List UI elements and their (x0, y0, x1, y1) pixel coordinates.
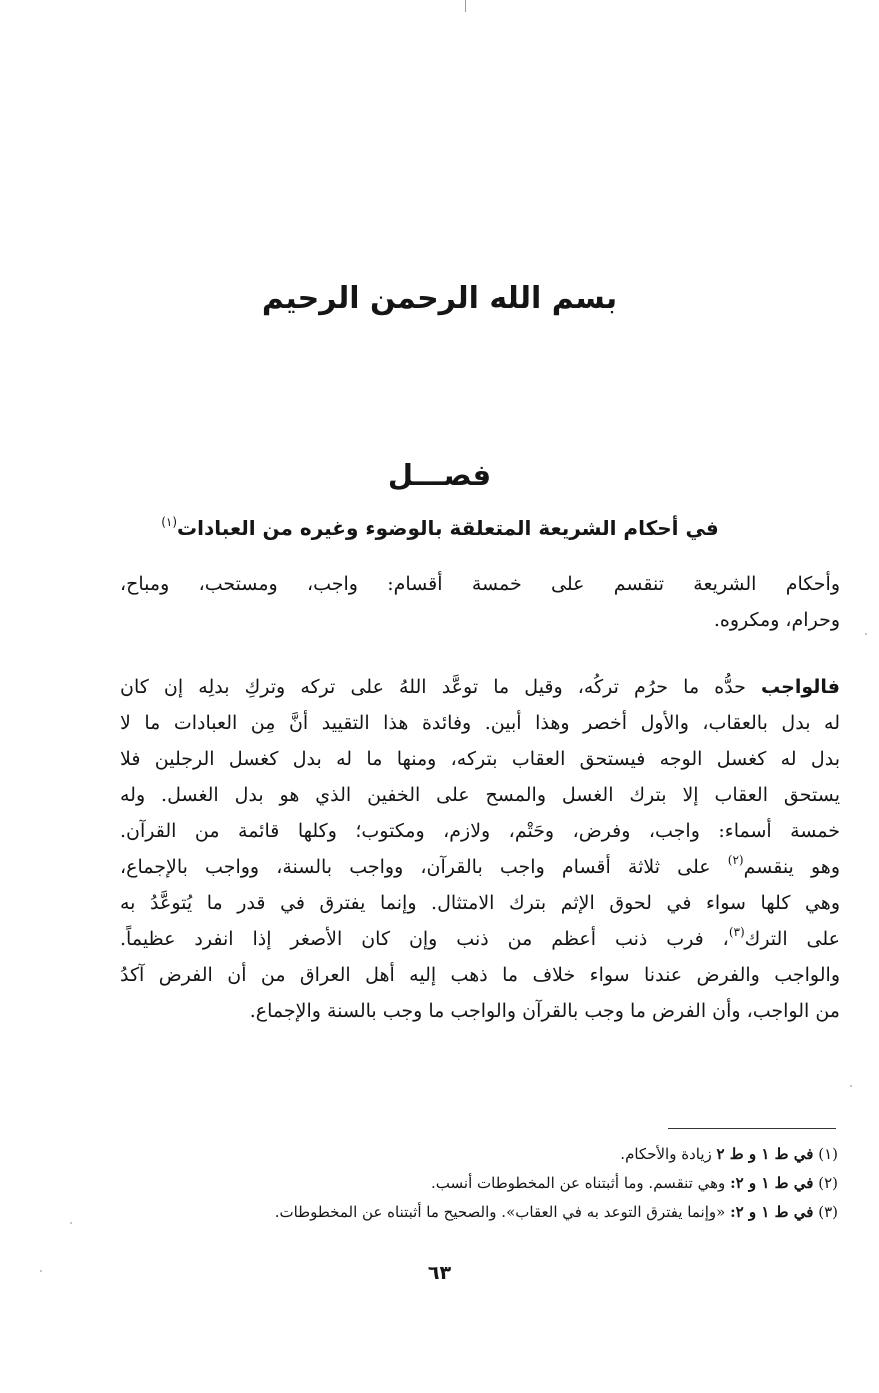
top-margin-tick (465, 0, 466, 12)
footnote-separator (668, 1128, 836, 1129)
scan-speck (40, 1270, 42, 1272)
paragraph-divisions (120, 566, 840, 638)
text-line (120, 669, 840, 705)
text-line: وحرام، ومكروه. (713, 609, 840, 631)
footnote-2 (120, 1169, 838, 1198)
scan-speck (70, 1222, 72, 1224)
text-line: يستحق العقاب إلا بترك الغسل والمسح على الخفين الذي هو بدل الغسل. وله (120, 784, 840, 806)
bold-term: فالواجب (761, 676, 840, 698)
footnote-ref-2: (٢) (727, 853, 744, 867)
footnote-source: في ط ١ و ٢: (730, 1203, 814, 1221)
footnote-ref-1: (١) (161, 515, 178, 529)
text-line: من الواجب، وأن الفرض ما وجب بالقرآن والواجب ما وجب بالسنة والإجماع. (249, 1000, 840, 1022)
text-segment: على الترك (744, 928, 840, 950)
section-title: فصـــل (387, 458, 492, 492)
section-subtitle (120, 508, 760, 551)
footnote-text: زيادة والأحكام. (620, 1145, 717, 1163)
text-line (120, 921, 840, 957)
text-segment: وهو ينقسم (743, 856, 840, 878)
text-line: خمسة أسماء: واجب، وفرض، وحَتْم، ولازم، ومكتوب؛ وكلها قائمة من القرآن. (120, 820, 840, 842)
text-line: وأحكام الشريعة تنقسم على خمسة أقسام: واجب، ومستحب، ومباح، (120, 573, 840, 595)
footnote-marker: (١) (818, 1145, 838, 1163)
footnote-text: «وإنما يفترق التوعد به في العقاب». والصحيح ما أثبتناه عن المخطوطات. (274, 1203, 731, 1221)
text-line: بدل له كغسل الوجه فيستحق العقاب بتركه، ومنها ما له بدل كغسل الرجلين فلا (120, 748, 840, 770)
footnote-source: في ط ١ و ٢: (730, 1174, 814, 1192)
page-number: ٦٣ (427, 1262, 452, 1284)
footnote-3 (120, 1198, 838, 1227)
text-line: له بدل بالعقاب، والأول أخصر وهذا أبين. وفائدة هذا التقييد أنَّ مِن العبادات ما لا (120, 712, 840, 734)
text-line (120, 849, 840, 885)
scan-speck (865, 633, 867, 635)
footnote-1 (120, 1140, 838, 1169)
footnote-marker: (٣) (818, 1203, 838, 1221)
footnote-marker: (٢) (818, 1174, 838, 1192)
section-subtitle-text: في أحكام الشريعة المتعلقة بالوضوء وغيره من العبادات (177, 516, 719, 540)
text-segment: على ثلاثة أقسام واجب بالقرآن، وواجب بالسنة، وواجب بالإجماع، (120, 856, 728, 878)
footnotes (120, 1140, 838, 1227)
footnote-text: وهي تنقسم. وما أثبتناه عن المخطوطات أنسب. (431, 1174, 731, 1192)
text-line: والواجب والفرض عندنا سواء خلاف ما ذهب إليه أهل العراق من أن الفرض آكدُ (120, 964, 840, 986)
footnote-ref-3: (٣) (728, 925, 745, 939)
paragraph-obligatory (120, 669, 840, 1029)
basmala-heading: بسم الله الرحمن الرحيم (261, 281, 618, 316)
footnote-source: في ط ١ و ط ٢ (716, 1145, 814, 1163)
scan-speck (850, 1085, 852, 1087)
text-line: وهي كلها سواء في لحوق الإثم بترك الامتثال. وإنما يفترق في قدر ما يُتوعَّدُ به (120, 892, 840, 914)
text-segment: حدُّه ما حرُم تركُه، وقيل ما توعَّد اللهُ على تركه وتركِ بدلِه إن كان (120, 676, 762, 698)
text-segment: ، فرب ذنب أعظم من ذنب وإن كان الأصغر إذا انفرد عظيماً. (120, 928, 729, 950)
